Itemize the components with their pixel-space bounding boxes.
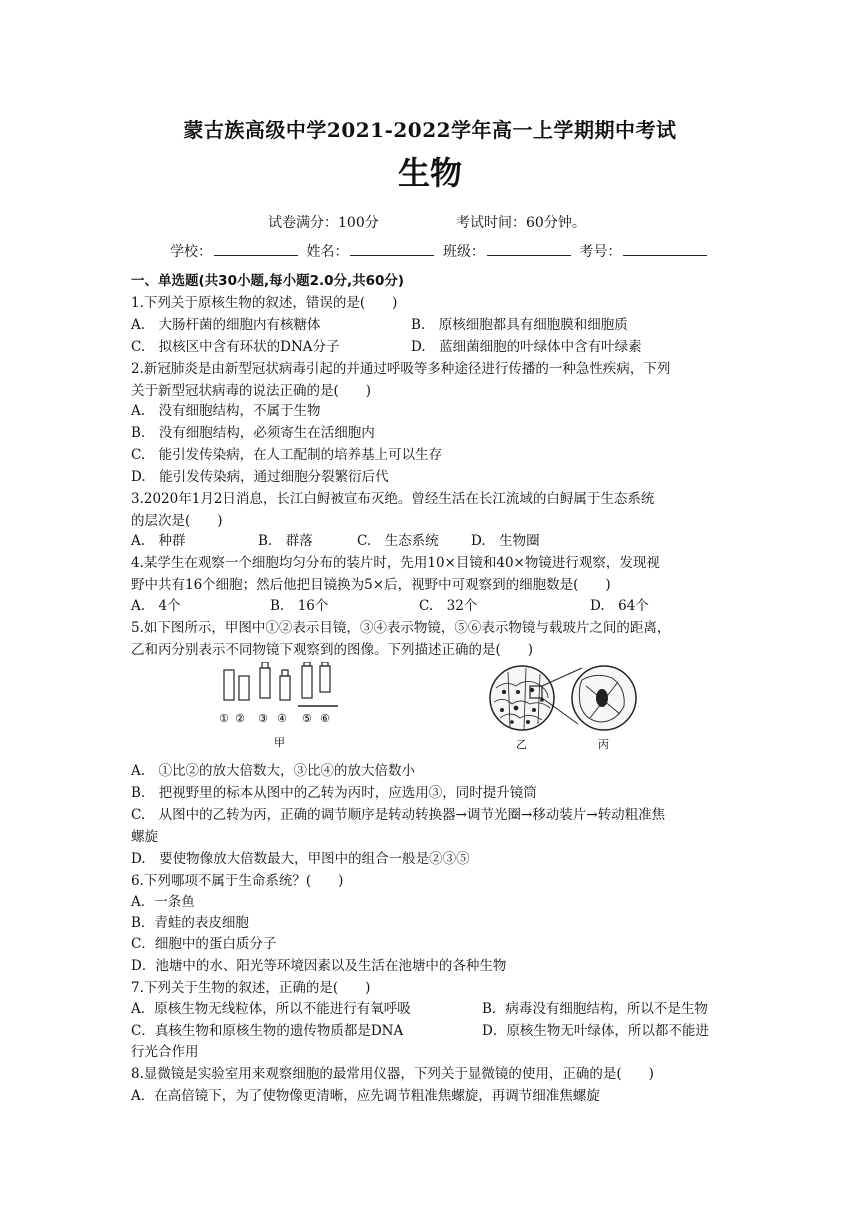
q4-option-c: C. 32个 <box>419 598 478 614</box>
section-heading: 一、单选题(共30小题,每小题2.0分,共60分) <box>131 273 405 289</box>
q3-stem-line1: 3.2020年1月2日消息，长江白鲟被宣布灭绝。曾经生活在长江流域的白鲟属于生态系统 <box>131 491 655 507</box>
class-blank[interactable] <box>487 242 571 256</box>
q3-option-c: C. 生态系统 <box>357 533 439 549</box>
school-blank[interactable] <box>214 242 298 256</box>
q4-option-b: B. 16个 <box>270 598 329 614</box>
objective-4 <box>280 676 290 700</box>
q5-option-b: B. 把视野里的标本从图中的乙转为丙时，应选用③，同时提升镜筒 <box>131 785 537 801</box>
objective-5 <box>302 666 312 698</box>
q7-option-c: C．真核生物和原核生物的遗传物质都是DNA <box>131 1023 404 1039</box>
eyepiece-1 <box>224 670 234 700</box>
q3-option-b: B. 群落 <box>258 533 313 549</box>
q2-stem-line1: 2.新冠肺炎是由新型冠状病毒引起的并通过呼吸等多种途径进行传播的一种急性疾病，下列 <box>131 361 671 377</box>
label-5: ⑤ <box>302 712 312 725</box>
lens-diagram-jia <box>214 662 354 750</box>
q2-option-b: B. 没有细胞结构，必须寄生在活细胞内 <box>131 425 375 441</box>
q3-stem-line2: 的层次是( ) <box>131 513 223 529</box>
label-jia: 甲 <box>274 736 285 749</box>
objective-3 <box>260 668 270 698</box>
eyepiece-2 <box>239 676 249 700</box>
q1-stem: 1.下列关于原核生物的叙述，错误的是( ) <box>131 295 398 311</box>
microscope-views-yi-bing <box>486 662 646 754</box>
objective-3-cap <box>262 662 268 668</box>
q6-option-c: C．细胞中的蛋白质分子 <box>131 936 277 952</box>
label-2: ② <box>235 712 245 725</box>
class-label: 班级： <box>442 244 485 260</box>
q2-option-c: C. 能引发传染病，在人工配制的培养基上可以生存 <box>131 447 443 463</box>
label-1: ① <box>219 712 229 725</box>
q5-option-c-line2: 螺旋 <box>131 829 158 845</box>
q2-stem-line2: 关于新型冠状病毒的说法正确的是( ) <box>131 383 372 399</box>
label-3: ③ <box>258 712 268 725</box>
q4-option-a: A. 4个 <box>131 598 181 614</box>
objective-6-cap <box>322 662 328 666</box>
q8-stem: 8.显微镜是实验室用来观察细胞的最常用仪器，下列关于显微镜的使用，正确的是( ) <box>131 1066 654 1082</box>
name-blank[interactable] <box>350 242 434 256</box>
full-score: 试卷满分：100分 <box>268 215 379 231</box>
objective-5-cap <box>304 662 310 666</box>
q2-option-d: D. 能引发传染病，通过细胞分裂繁衍后代 <box>131 469 389 485</box>
label-yi: 乙 <box>516 738 527 751</box>
student-info-fields <box>170 241 711 261</box>
q1-option-d: D. 蓝细菌细胞的叶绿体中含有叶绿素 <box>411 339 642 355</box>
q6-stem: 6.下列哪项不属于生命系统？( ) <box>131 873 344 889</box>
q6-option-d: D．池塘中的水、阳光等环境因素以及生活在池塘中的各种生物 <box>131 958 507 974</box>
q4-option-d: D. 64个 <box>590 598 649 614</box>
q4-stem-line1: 4.某学生在观察一个细胞均匀分布的装片时，先用10×目镜和40×物镜进行观察，发现视 <box>131 555 660 571</box>
exam-time: 考试时间：60分钟。 <box>456 215 586 231</box>
exam-number-blank[interactable] <box>623 242 707 256</box>
q2-option-a: A. 没有细胞结构，不属于生物 <box>131 403 321 419</box>
q8-option-a: A．在高倍镜下，为了使物像更清晰，应先调节粗准焦螺旋，再调节细准焦螺旋 <box>131 1088 600 1104</box>
q7-option-d-line2: 行光合作用 <box>131 1044 199 1060</box>
q6-option-a: A．一条鱼 <box>131 894 195 910</box>
q5-option-d: D. 要使物像放大倍数最大，甲图中的组合一般是②③⑤ <box>131 851 470 867</box>
q5-option-c-line1: C. 从图中的乙转为丙，正确的调节顺序是转动转换器→调节光圈→移动装片→转动粗准焦 <box>131 807 666 823</box>
school-label: 学校： <box>170 244 212 260</box>
q5-option-a: A. ①比②的放大倍数大，③比④的放大倍数小 <box>131 763 416 779</box>
label-bing: 丙 <box>598 738 609 751</box>
q3-option-d: D. 生物圈 <box>471 533 540 549</box>
subject-title: 生物 <box>397 154 462 192</box>
q3-option-a: A. 种群 <box>131 533 186 549</box>
label-4: ④ <box>277 712 287 725</box>
q1-option-a: A. 大肠杆菌的细胞内有核糖体 <box>131 317 321 333</box>
view-yi <box>490 666 554 730</box>
q6-option-b: B．青蛙的表皮细胞 <box>131 915 249 931</box>
label-6: ⑥ <box>320 712 330 725</box>
q7-option-a: A．原核生物无线粒体，所以不能进行有氧呼吸 <box>131 1001 411 1017</box>
name-label: 姓名： <box>306 244 349 260</box>
q7-option-b: B．病毒没有细胞结构，所以不是生物 <box>482 1001 708 1017</box>
view-bing-nucleus <box>596 689 608 707</box>
q1-option-c: C. 拟核区中含有环状的DNA分子 <box>131 339 340 355</box>
objective-4-cap <box>282 670 288 676</box>
q4-stem-line2: 野中共有16个细胞；然后他把目镜换为5×后，视野中可观察到的细胞数是( ) <box>131 577 611 593</box>
objective-6 <box>320 666 330 692</box>
q7-stem: 7.下列关于生物的叙述，正确的是( ) <box>131 980 371 996</box>
exam-title: 蒙古族高级中学2021-2022学年高一上学期期中考试 <box>183 118 677 142</box>
exam-number-label: 考号： <box>579 244 622 260</box>
q5-stem-line2: 乙和丙分别表示不同物镜下观察到的图像。下列描述正确的是( ) <box>131 642 534 658</box>
q7-option-d-line1: D．原核生物无叶绿体，所以都不能进 <box>482 1023 709 1039</box>
q1-option-b: B. 原核细胞都具有细胞膜和细胞质 <box>411 317 628 333</box>
q5-stem-line1: 5.如下图所示，甲图中①②表示目镜，③④表示物镜，⑤⑥表示物镜与载玻片之间的距离， <box>131 620 671 636</box>
